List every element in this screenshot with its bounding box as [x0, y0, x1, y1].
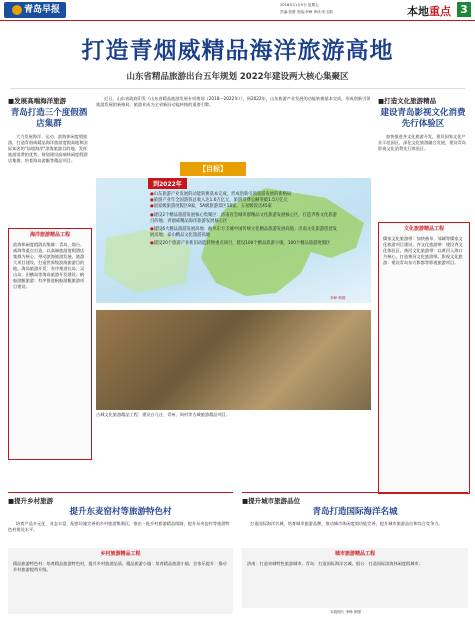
right-section-head: ■打造文化旅游精品	[378, 97, 437, 105]
bottom-left-title: 提升东麦窑村等旅游特色村	[69, 507, 172, 517]
bottom-right-box-body: 济南：打造泉城特色旅游城市。青岛：打造国际海洋名城。烟台：打造国际滨海休闲度假城市。	[247, 561, 423, 566]
right-project-box	[378, 222, 470, 494]
section-title: 本地重点	[407, 5, 451, 18]
left-article-body: 大力发展海洋、运动、滨海休闲度假旅游，打造青烟威精品海洋旅游度假高地和国际知名的"仙境海岸"滨海旅游目的地。发挥旅游消费的优势，规划建设高端休闲度假酒店集群，培育海岛游艇等精品项目。	[8, 134, 88, 163]
target-bullet: ●建设6大精品旅游发展高地：曲阜东方圣城中国传统文化精品旅游发展高地；济南文化旅游创意发展高地；泰山精品文化旅游高地	[150, 227, 337, 239]
bottom-right-box	[242, 548, 468, 608]
editor-line: 责编:侯蕾 美编:李峥 审读:宋玉娟	[280, 10, 333, 14]
bottom-left-box-body: 精品旅游特色村：培育精品旅游特色村，提升乡村旅游品质。精品旅游小镇：培育精品旅游小镇。农家乐提升：推动乡村旅游提档升级。	[13, 561, 227, 572]
date-line: 2018年11月9日 星期五	[280, 3, 319, 7]
target-bullet: ●国家级旅游度假区8家，5A级旅游景区18家，五星级饭店45家	[150, 204, 272, 210]
logo-mark-icon	[12, 5, 22, 15]
right-article	[378, 96, 468, 152]
newspaper-logo: 青岛早报	[4, 2, 66, 18]
left-article-title: 青岛打造三个度假酒店集群	[10, 108, 88, 129]
bottom-right-box-title: 城市旅游精品工程	[334, 551, 375, 557]
bottom-left-rule	[8, 492, 233, 493]
right-box-body: 儒家文化旅游带：加快曲阜、邹城等儒家文化旅游项目建设。齐文化旅游带：建设齐文化体验区。黄河文化旅游带：以黄河入海口为核心，打造黄河文化旅游带。影视文化旅游：建设青岛东方影都等影视旅游项目。	[383, 236, 463, 265]
right-article-title: 建设青岛影视文化消费先行体验区	[380, 108, 466, 129]
center-footnote: 古城文化旅游精品工程：建设台儿庄、青州、周村等古城旅游精品项目。	[96, 412, 231, 417]
left-box-body: 滨海休闲度假酒店集群：青岛、烟台、威海等重点打造，以高端旅游度假酒店集群为核心，带动滨海旅游发展。旅游大项目建设，打造世界级滨海旅游目的地。海岛旅游开发：有序推进长岛、灵山岛、田横岛等海岛旅游开发建设。帆船游艇旅游：有序推进帆船游艇旅游项目建设。	[13, 242, 85, 289]
right-box-title: 文化旅游精品工程	[403, 226, 444, 232]
center-intro: 近日，山东省政府印发《山东省精品旅游发展专项规划（2018—2022年）》，到2022年，山东旅游产业发展的动能转换基本完成，形成创新引领旅游发展的新格局，旅游业成为全省新旧动能转换的重要引擎。	[96, 96, 371, 107]
left-article	[8, 96, 90, 164]
graphic-credit: 李峥 制图	[330, 296, 346, 300]
target-bullets	[150, 192, 340, 248]
bottom-left-box	[8, 548, 233, 614]
target-bullet: ●山东旅游产业发展的动能转换基本完成，形成创新引领旅游发展的新格局	[150, 192, 292, 197]
year-label: 到2022年	[148, 178, 187, 189]
target-label: 【目标】	[180, 162, 246, 176]
bottom-left-box-title: 乡村旅游精品工程	[100, 551, 141, 557]
bottom-right-head: ■提升城市旅游品位	[242, 497, 301, 505]
bottom-left-body: 培育产品多元化、业态丰富、配套设施完善的乡村旅游集聚区，推出一批乡村旅游精品线路，提升东麦窑村等旅游特色村建设水平。	[8, 521, 230, 532]
target-bullet: ●旅游产业年全国游客总收入达1.6万亿元，旅游消费总额突破1.5万亿元	[150, 198, 288, 204]
bottom-right-article	[242, 496, 468, 527]
bottom-left-article	[8, 496, 233, 533]
page-number: 3	[457, 2, 471, 17]
left-box-title: 海洋旅游精品工程	[29, 232, 70, 238]
right-article-body: 加快推进齐文化旅游开发，建设国家文化产业示范园区，深化文化旅游融合发展，建设青岛影视文化消费先行体验区。	[378, 134, 466, 151]
page-headline: 打造青烟威精品海洋旅游高地	[81, 37, 394, 64]
masthead-bar	[0, 0, 475, 21]
target-bullet: ●建设20个旅游产业新旧动能转换重点项目，建设100个精品旅游小镇，100个精品旅游度假区	[150, 241, 331, 247]
left-section-head: ■发展高端海洋旅游	[8, 97, 67, 105]
left-project-box	[8, 228, 92, 460]
bottom-right-body: 打造国际海洋名城，培育城市旅游品牌，推动城市休闲度假功能完善，提升城市旅游品位和综合竞争力。	[250, 521, 443, 526]
divider	[10, 88, 465, 89]
bottom-right-title: 青岛打造国际海洋名城	[312, 507, 398, 517]
page-subhead: 山东省精品旅游出台五年规划 2022年建设两大核心集聚区	[126, 72, 349, 82]
bottom-left-head: ■提升乡村旅游	[8, 497, 54, 505]
bottom-right-rule	[242, 492, 468, 493]
scenic-photo	[96, 310, 371, 410]
footer-note: 本版图片 李峥 制图	[330, 610, 362, 614]
target-bullet: ●建设2个精品旅游发展核心集聚区：济南省会城市群精品文化旅游发展核心区，打造齐鲁文化旅游目的地；青烟威精品海洋旅游发展核心区	[150, 212, 337, 224]
